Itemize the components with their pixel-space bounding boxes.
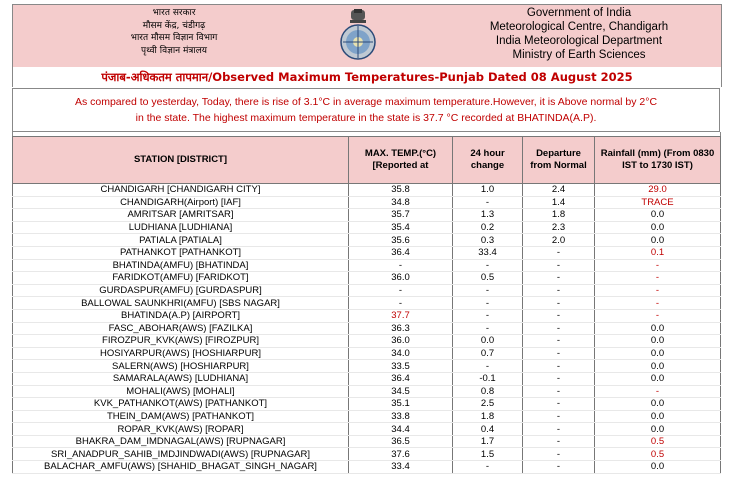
station-cell: MOHALI(AWS) [MOHALI] [13, 385, 349, 398]
max-temp-cell: 33.4 [349, 461, 453, 474]
table-row [13, 221, 721, 234]
station-cell: FIROZPUR_KVK(AWS) [FIROZPUR] [13, 335, 349, 348]
table-row [13, 234, 721, 247]
rainfall-cell: 29.0 [595, 184, 721, 197]
english-line: Government of India [526, 7, 632, 19]
max-temp-cell: 34.0 [349, 347, 453, 360]
column-header-rainfall: Rainfall (mm) (From 0830 IST to 1730 IST) [595, 137, 721, 184]
departure-cell: - [523, 372, 595, 385]
departure-cell: - [523, 385, 595, 398]
max-temp-cell: 34.8 [349, 196, 453, 209]
change-cell: - [453, 259, 523, 272]
departure-cell: 2.4 [523, 184, 595, 197]
departure-cell: - [523, 410, 595, 423]
rainfall-cell: - [595, 297, 721, 310]
departure-cell: - [523, 448, 595, 461]
max-temp-cell: 34.4 [349, 423, 453, 436]
hindi-line: भारत सरकार [152, 8, 196, 18]
column-header-max-temp: MAX. TEMP.(°C) [Reported at [349, 137, 453, 184]
table-row [13, 284, 721, 297]
station-cell: BHAKRA_DAM_IMDNAGAL(AWS) [RUPNAGAR] [13, 435, 349, 448]
max-temp-cell: 35.8 [349, 184, 453, 197]
summary-line-2: in the state. The highest maximum temperature in the state is 37.7 °C recorded at BHATINDA(A.P). [135, 111, 597, 124]
max-temp-cell: - [349, 297, 453, 310]
departure-cell: - [523, 272, 595, 285]
table-row [13, 196, 721, 209]
station-cell: SRI_ANADPUR_SAHIB_IMDJINDWADI(AWS) [RUPNAGAR] [13, 448, 349, 461]
departure-cell: 2.0 [523, 234, 595, 247]
table-row [13, 398, 721, 411]
max-temp-cell: 35.7 [349, 209, 453, 222]
departure-cell: - [523, 360, 595, 373]
weather-report-sheet [12, 4, 722, 498]
station-cell: HOSIYARPUR(AWS) [HOSHIARPUR] [13, 347, 349, 360]
table-row [13, 435, 721, 448]
change-cell: 1.3 [453, 209, 523, 222]
change-cell: -0.1 [453, 372, 523, 385]
max-temp-cell: 34.5 [349, 385, 453, 398]
summary-line-1: As compared to yesterday, Today, there is rise of 3.1°C in average maximum temperature.However, it is Above normal by 2°C [74, 96, 658, 108]
rainfall-cell: 0.0 [595, 335, 721, 348]
station-cell: BALLOWAL SAUNKHRI(AMFU) [SBS NAGAR] [13, 297, 349, 310]
table-row [13, 410, 721, 423]
max-temp-cell: - [349, 284, 453, 297]
departure-cell: - [523, 398, 595, 411]
rainfall-cell: - [595, 259, 721, 272]
station-cell: KVK_PATHANKOT(AWS) [PATHANKOT] [13, 398, 349, 411]
rainfall-cell: 0.0 [595, 209, 721, 222]
rainfall-cell: - [595, 385, 721, 398]
max-temp-cell: 36.0 [349, 272, 453, 285]
departure-cell: - [523, 335, 595, 348]
max-temp-cell: 36.5 [349, 435, 453, 448]
table-row [13, 184, 721, 197]
max-temp-cell: 33.5 [349, 360, 453, 373]
change-cell: 0.3 [453, 234, 523, 247]
change-cell: - [453, 309, 523, 322]
rainfall-cell: 0.0 [595, 410, 721, 423]
change-cell: - [453, 196, 523, 209]
station-cell: SALERN(AWS) [HOSHIARPUR] [13, 360, 349, 373]
table-row [13, 309, 721, 322]
station-cell: THEIN_DAM(AWS) [PATHANKOT] [13, 410, 349, 423]
hindi-header-block [119, 7, 229, 57]
station-cell: AMRITSAR [AMRITSAR] [13, 209, 349, 222]
station-cell: LUDHIANA [LUDHIANA] [13, 221, 349, 234]
report-header [12, 4, 722, 68]
change-cell: 0.7 [453, 347, 523, 360]
departure-cell: - [523, 309, 595, 322]
change-cell: 0.2 [453, 221, 523, 234]
change-cell: 1.7 [453, 435, 523, 448]
table-row [13, 423, 721, 436]
departure-cell: - [523, 246, 595, 259]
rainfall-cell: 0.0 [595, 372, 721, 385]
max-temp-cell: 33.8 [349, 410, 453, 423]
max-temp-cell: 37.6 [349, 448, 453, 461]
departure-cell: - [523, 297, 595, 310]
change-cell: 1.5 [453, 448, 523, 461]
rainfall-cell: 0.5 [595, 435, 721, 448]
table-body [13, 184, 721, 474]
max-temp-cell: 35.4 [349, 221, 453, 234]
column-header-station: STATION [DISTRICT] [13, 137, 349, 184]
hindi-line: भारत मौसम विज्ञान विभाग [130, 33, 218, 43]
departure-cell: 2.3 [523, 221, 595, 234]
departure-cell: - [523, 259, 595, 272]
table-row [13, 246, 721, 259]
rainfall-cell: 0.0 [595, 234, 721, 247]
departure-cell: - [523, 435, 595, 448]
rainfall-cell: 0.0 [595, 347, 721, 360]
max-temp-cell: 36.3 [349, 322, 453, 335]
hindi-line: पृथ्वी विज्ञान मंत्रालय [140, 45, 208, 56]
table-row [13, 272, 721, 285]
rainfall-cell: 0.0 [595, 322, 721, 335]
rainfall-cell: 0.0 [595, 221, 721, 234]
departure-cell: - [523, 461, 595, 474]
departure-cell: - [523, 284, 595, 297]
station-cell: BHATINDA(A.P) [AIRPORT] [13, 309, 349, 322]
rainfall-cell: 0.0 [595, 423, 721, 436]
change-cell: - [453, 297, 523, 310]
change-cell: - [453, 284, 523, 297]
rainfall-cell: 0.0 [595, 398, 721, 411]
english-line: Ministry of Earth Sciences [512, 49, 646, 61]
table-row [13, 372, 721, 385]
change-cell: 0.8 [453, 385, 523, 398]
station-cell: BHATINDA(AMFU) [BHATINDA] [13, 259, 349, 272]
table-row [13, 209, 721, 222]
report-title: पंजाब-अधिकतम तापमान/Observed Maximum Temperatures-Punjab Dated 08 August 2025 [12, 67, 722, 87]
rainfall-cell: 0.0 [595, 360, 721, 373]
column-header-departure: Departure from Normal [523, 137, 595, 184]
table-row [13, 360, 721, 373]
change-cell: 0.0 [453, 335, 523, 348]
summary-text [12, 88, 720, 132]
change-cell: 0.4 [453, 423, 523, 436]
change-cell: 1.8 [453, 410, 523, 423]
change-cell: 0.5 [453, 272, 523, 285]
max-temp-cell: 36.4 [349, 246, 453, 259]
station-cell: GURDASPUR(AMFU) [GURDASPUR] [13, 284, 349, 297]
imd-emblem-icon [337, 9, 379, 63]
change-cell: 33.4 [453, 246, 523, 259]
change-cell: 1.0 [453, 184, 523, 197]
table-row [13, 461, 721, 474]
change-cell: - [453, 322, 523, 335]
table-row [13, 297, 721, 310]
station-cell: PATIALA [PATIALA] [13, 234, 349, 247]
max-temp-cell: 36.4 [349, 372, 453, 385]
rainfall-cell: TRACE [595, 196, 721, 209]
station-cell: BALACHAR_AMFU(AWS) [SHAHID_BHAGAT_SINGH_NAGAR] [13, 461, 349, 474]
table-row [13, 335, 721, 348]
table-row [13, 259, 721, 272]
max-temp-cell: 35.6 [349, 234, 453, 247]
hindi-line: मौसम केंद्र, चंडीगढ़ [142, 20, 206, 31]
station-cell: ROPAR_KVK(AWS) [ROPAR] [13, 423, 349, 436]
change-cell: - [453, 461, 523, 474]
rainfall-cell: 0.1 [595, 246, 721, 259]
max-temp-cell: - [349, 259, 453, 272]
rainfall-cell: - [595, 272, 721, 285]
rainfall-cell: 0.5 [595, 448, 721, 461]
column-header-24h-change: 24 hour change [453, 137, 523, 184]
departure-cell: - [523, 347, 595, 360]
table-row [13, 347, 721, 360]
departure-cell: - [523, 423, 595, 436]
departure-cell: 1.4 [523, 196, 595, 209]
table-row [13, 448, 721, 461]
station-cell: CHANDIGARH [CHANDIGARH CITY] [13, 184, 349, 197]
table-row [13, 385, 721, 398]
station-cell: FASC_ABOHAR(AWS) [FAZILKA] [13, 322, 349, 335]
change-cell: - [453, 360, 523, 373]
temperature-table [12, 136, 721, 474]
max-temp-cell: 37.7 [349, 309, 453, 322]
english-header-block [449, 6, 709, 62]
station-cell: SAMARALA(AWS) [LUDHIANA] [13, 372, 349, 385]
departure-cell: - [523, 322, 595, 335]
departure-cell: 1.8 [523, 209, 595, 222]
station-cell: CHANDIGARH(Airport) [IAF] [13, 196, 349, 209]
rainfall-cell: 0.0 [595, 461, 721, 474]
rainfall-cell: - [595, 309, 721, 322]
max-temp-cell: 36.0 [349, 335, 453, 348]
table-row [13, 322, 721, 335]
english-line: India Meteorological Department [495, 35, 663, 47]
max-temp-cell: 35.1 [349, 398, 453, 411]
station-cell: PATHANKOT [PATHANKOT] [13, 246, 349, 259]
table-header-row [13, 137, 721, 184]
station-cell: FARIDKOT(AMFU) [FARIDKOT] [13, 272, 349, 285]
english-line: Meteorological Centre, Chandigarh [489, 21, 669, 33]
rainfall-cell: - [595, 284, 721, 297]
change-cell: 2.5 [453, 398, 523, 411]
